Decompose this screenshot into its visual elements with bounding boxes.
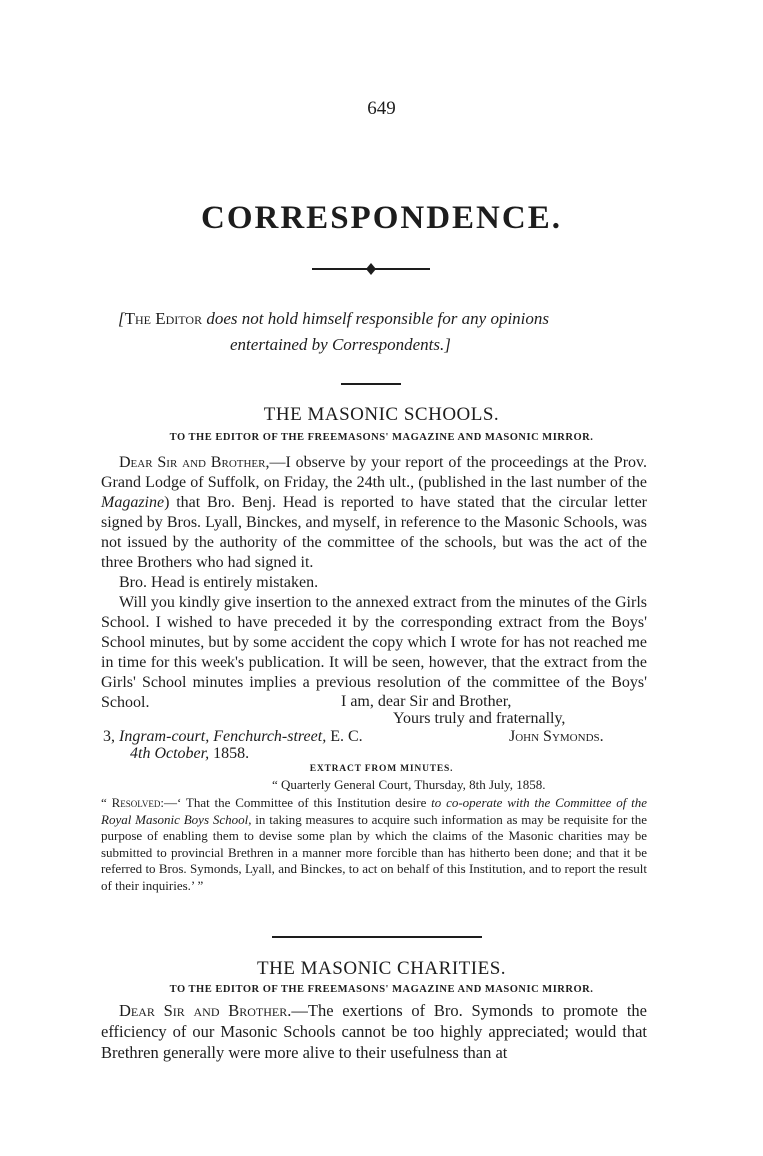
letter1-paragraph-3: Will you kindly give insertion to the annexed extract from the minutes of the Girls School. I wished to have preceded it by the corresponding extract from the Boys' School minutes, but by some accident the copy which I wrote for has not reached me in time for this week's publication. It will be seen, however, that the extract from the Girls' School minutes implies a previous resolution of the committee of the Boys' School.	[101, 594, 647, 711]
letter1-p1-text: —I observe by your report of the proceedings at the Prov. Grand Lodge of Suffolk, on Friday, the 24th ult., (published in the last number of the	[101, 454, 647, 491]
extract-resolution	[101, 795, 647, 895]
letter2-paragraph-1	[101, 1000, 647, 1063]
letter1-signature: John Symonds.	[509, 728, 604, 745]
letter1-paragraph-2: Bro. Head is entirely mistaken.	[119, 574, 319, 591]
letter1-paragraph-1	[101, 453, 647, 573]
letter1-heading: THE MASONIC SCHOOLS.	[263, 404, 500, 425]
date-day: 4th October,	[130, 745, 210, 762]
extract-paragraph	[101, 795, 647, 895]
disclaimer-line-1: does not hold himself responsible for any opinions	[206, 309, 550, 328]
extract-text-a: :—‘ That the Committee of this Institution desire	[160, 795, 427, 810]
disclaimer-editor: The Editor	[124, 309, 203, 328]
extract-text-c: in taking measures to acquire such information as may be requisite for the purpose of enabling them to devise some plan by which the claims of the Masonic charities may be submitted to provincial Brethren in a manner more forcible than has hitherto been done; and that it be referred to Bros. Symonds, Lyall, and Binckes, to act on behalf of this Institution, and to report the result of their inquiries.’ ”	[101, 811, 648, 893]
letter2-salutation: Dear Sir and Brother.	[119, 1001, 292, 1020]
letter1-p1-magazine: Magazine	[101, 494, 165, 511]
letter1-date	[130, 744, 249, 763]
letter1-body	[101, 453, 647, 713]
letter1-closing-2: Yours truly and fraternally,	[393, 710, 566, 727]
letter1-p1-end: ) that Bro. Benj. Head is reported to have stated that the circular letter signed by Bros. Lyall, Binckes, and myself, in reference to the Masonic Schools, was not issued by the authority of the committee of the schools, but was the act of the three Brothers who had signed it.	[101, 494, 647, 571]
extract-title: EXTRACT FROM MINUTES.	[309, 764, 454, 774]
ornament-divider-icon	[312, 262, 430, 276]
section-rule	[272, 936, 482, 938]
editor-disclaimer	[118, 306, 638, 358]
disclaimer-bracket: [	[118, 309, 125, 328]
letter2-heading: THE MASONIC CHARITIES.	[256, 958, 507, 979]
disclaimer-line-2: entertained by Correspondents.]	[230, 335, 451, 354]
letter1-salutation: Dear Sir and Brother,	[119, 454, 270, 471]
letter1-closing-1: I am, dear Sir and Brother,	[341, 693, 512, 710]
letter2-addressee: TO THE EDITOR OF THE FREEMASONS' MAGAZINE AND MASONIC MIRROR.	[169, 984, 594, 995]
letter2-body	[101, 1000, 647, 1063]
date-year: 1858.	[213, 745, 250, 762]
address-postcode: E. C.	[330, 728, 363, 745]
address-street: Ingram-court, Fenchurch-street,	[119, 728, 327, 745]
address-number: 3,	[103, 728, 115, 745]
page-title: CORRESPONDENCE.	[201, 200, 562, 236]
extract-court: “ Quarterly General Court, Thursday, 8th July, 1858.	[272, 777, 546, 792]
short-rule	[341, 383, 401, 385]
page-number: 649	[367, 98, 396, 119]
letter2-p1-text: —The exertions of Bro. Symonds to promote the efficiency of our Masonic Schools cannot be too highly appreciated; would that Brethren generally were more alive to their usefulness than at	[101, 1001, 647, 1062]
letter1-addressee: TO THE EDITOR OF THE FREEMASONS' MAGAZINE AND MASONIC MIRROR.	[169, 432, 594, 443]
extract-text-italic: to co-operate with the Committee of the Royal Masonic Boys School,	[101, 795, 648, 827]
extract-resolved: “ Resolved	[101, 795, 161, 810]
